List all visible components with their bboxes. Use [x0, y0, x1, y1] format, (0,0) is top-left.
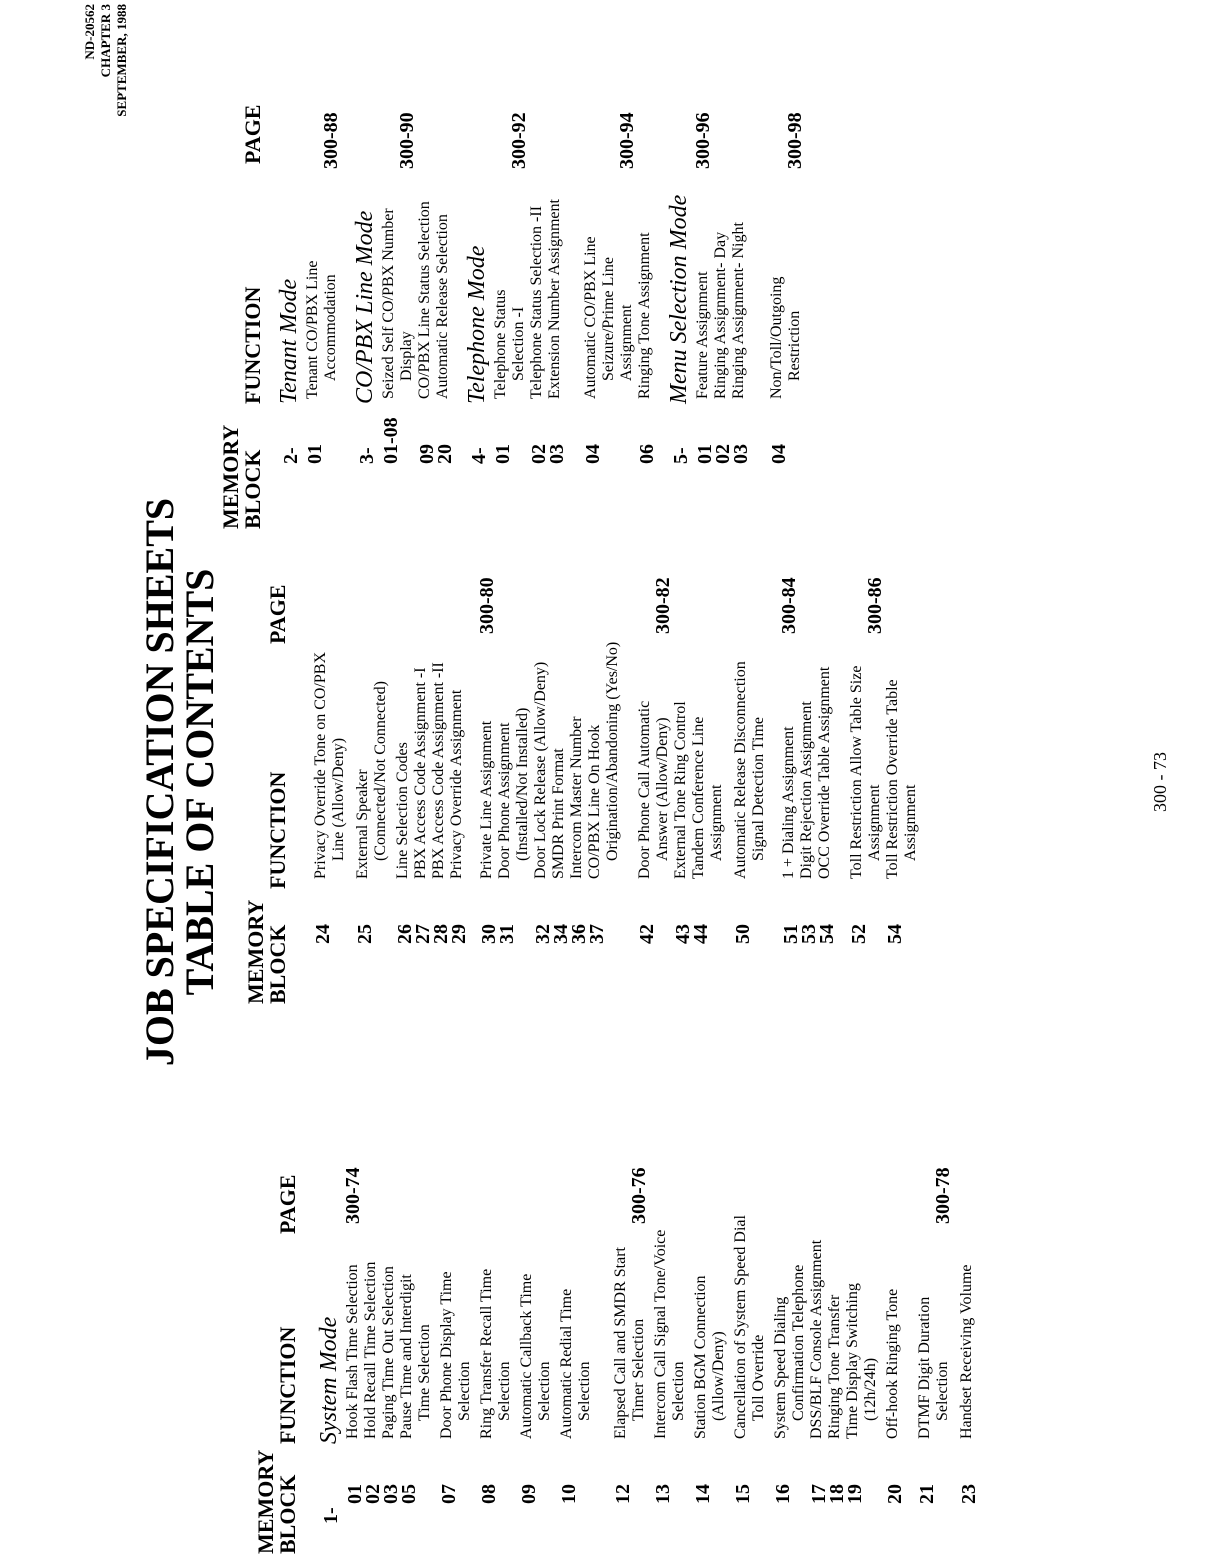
col2-memory-block: 31 — [496, 924, 518, 944]
col1-function-line: Ring Transfer Recall Time — [478, 1268, 495, 1439]
col1-function-line: System Speed Dialing — [772, 1296, 789, 1439]
col1-memory-block: 14 — [692, 1484, 714, 1504]
col2-memory-block: 54 — [884, 924, 906, 944]
col2-function-line: PBX Access Code Assignment -II — [430, 662, 447, 879]
col3-function-line: Telephone Status Selection -II — [528, 205, 545, 399]
col3-memory-block: 09 — [416, 444, 438, 464]
col1-function-line: Cancellation of System Speed Dial — [732, 1215, 749, 1439]
col2-memory-block: 37 — [586, 924, 608, 944]
col3-function-line: Ringing Tone Assignment — [636, 232, 653, 399]
col2-memory-block: 36 — [568, 924, 590, 944]
col2-function-line: 1 + Dialing Assignment — [780, 726, 797, 879]
col1-page: 300-74 — [342, 1167, 364, 1224]
col3-mode-name: CO/PBX Line Mode — [352, 210, 378, 404]
page-header: PAGE — [275, 1174, 300, 1234]
col2-function-line: Signal Detection Time — [750, 717, 767, 861]
document-header — [82, 4, 130, 134]
col1-memory-block: 08 — [478, 1484, 500, 1504]
col1-function-line: DTMF Digit Duration — [916, 1296, 933, 1439]
function-header: FUNCTION — [265, 771, 290, 889]
page-number: 300 - 73 — [1150, 752, 1170, 812]
col3-page: 300-88 — [320, 112, 342, 169]
col1-function-line: Selection — [670, 1361, 687, 1421]
col3-memory-block: 03 — [730, 444, 752, 464]
col2-function-line: Door Phone Call Automatic — [636, 700, 653, 879]
col2-function-line: Assignment — [866, 784, 883, 861]
col1-memory-block: 23 — [958, 1484, 980, 1504]
col3-mode-block: 5- — [670, 447, 692, 464]
col2-function-line: Assignment — [708, 784, 725, 861]
col2-function-line: Answer (Allow/Deny) — [654, 717, 671, 861]
col3-page: 300-98 — [784, 112, 806, 169]
col3-mode-block: 3- — [356, 447, 378, 464]
col3-memory-block: 02 — [528, 444, 550, 464]
col1-function-line: Selection — [496, 1361, 513, 1421]
col2-memory-block: 25 — [354, 924, 376, 944]
col3-page: 300-90 — [396, 112, 418, 169]
col1-function-line: Station BGM Connection — [692, 1275, 709, 1439]
col3-function-line: Automatic Release Selection — [434, 214, 451, 399]
col3-function-line: Seizure/Prime Line — [600, 257, 617, 381]
col2-memory-block: 24 — [312, 924, 334, 944]
col2-memory-block: 53 — [798, 924, 820, 944]
col3-memory-block: 01 — [492, 444, 514, 464]
col1-function-line: Pause Time and Interdigit — [398, 1274, 415, 1439]
col1-memory-block: 10 — [558, 1484, 580, 1504]
col2-function-line: SMDR Print Format — [550, 748, 567, 879]
col3-memory-block: 01-08 — [380, 417, 402, 464]
col2-function-line: Tandem Conference Line — [690, 716, 707, 879]
col3-page: 300-96 — [692, 112, 714, 169]
doc-number: ND-20562 — [82, 4, 97, 60]
col2-memory-block: 50 — [732, 924, 754, 944]
col1-function-line: Automatic Callback Time — [518, 1273, 535, 1439]
col2-function-line: Digit Rejection Assignment — [798, 701, 815, 879]
col2-memory-block: 42 — [636, 924, 658, 944]
col2-page: 300-84 — [778, 577, 800, 634]
col1-function-line: Handset Receiving Volume — [958, 1264, 975, 1439]
col3-memory-block: 06 — [636, 444, 658, 464]
col3-function-line: Display — [398, 331, 415, 381]
col3-memory-block: 01 — [304, 444, 326, 464]
col2-memory-block: 28 — [430, 924, 452, 944]
col2-page: 300-86 — [864, 577, 886, 634]
col2-function-line: Line Selection Codes — [394, 742, 411, 879]
col1-function-line: Intercom Call Signal Tone/Voice — [652, 1229, 669, 1439]
page-title — [137, 0, 222, 1564]
col2-memory-block: 51 — [780, 924, 802, 944]
col1-function-line: Selection — [456, 1361, 473, 1421]
col1-memory-block: 05 — [398, 1484, 420, 1504]
col2-function-line: OCC Override Table Assignment — [816, 666, 833, 879]
col3-function-line: CO/PBX Line Status Selection — [416, 201, 433, 399]
col1-function-line: Selection — [934, 1361, 951, 1421]
col1-function-line: Automatic Redial Time — [558, 1288, 575, 1439]
memory-block-header: MEMORY BLOCK — [218, 424, 265, 529]
col2-function-line: Privacy Override Tone on CO/PBX — [312, 652, 329, 879]
col2-page: 300-82 — [652, 577, 674, 634]
date: SEPTEMBER, 1988 — [114, 4, 129, 117]
col1-function-line: Selection — [576, 1361, 593, 1421]
col3-function-line: Non/Toll/Outgoing — [768, 276, 785, 399]
col1-function-line: DSS/BLF Console Assignment — [808, 1239, 825, 1439]
col2-function-line: Assignment — [902, 784, 919, 861]
col2-function-line: CO/PBX Line On Hook — [586, 724, 603, 879]
function-header: FUNCTION — [240, 286, 265, 404]
col2-memory-block: 34 — [550, 924, 572, 944]
col2-memory-block: 32 — [532, 924, 554, 944]
page-header: PAGE — [240, 104, 265, 164]
col1-memory-block: 12 — [612, 1484, 634, 1504]
col2-function-line: Line (Allow/Deny) — [330, 737, 347, 861]
col2-function-line: PBX Access Code Assignment -I — [412, 667, 429, 879]
col1-memory-block: 18 — [826, 1484, 848, 1504]
col1-memory-block: 20 — [884, 1484, 906, 1504]
col2-memory-block: 27 — [412, 924, 434, 944]
col1-function-line: Hook Flash Time Selection — [344, 1264, 361, 1439]
col2-memory-block: 54 — [816, 924, 838, 944]
col3-function-line: Restriction — [786, 310, 803, 381]
col2-memory-block: 26 — [394, 924, 416, 944]
col1-memory-block: 07 — [438, 1484, 460, 1504]
col3-memory-block: 04 — [582, 444, 604, 464]
col1-function-line: Elapsed Call and SMDR Start — [612, 1247, 629, 1439]
col1-function-line: Toll Override — [750, 1334, 767, 1421]
col1-memory-block: 03 — [380, 1484, 402, 1504]
chapter: CHAPTER 3 — [98, 4, 113, 78]
col3-memory-block: 02 — [712, 444, 734, 464]
col2-memory-block: 30 — [478, 924, 500, 944]
col3-mode-name: Tenant Mode — [276, 278, 302, 404]
col1-memory-block: 19 — [844, 1484, 866, 1504]
col2-function-line: External Speaker — [354, 769, 371, 879]
col2-function-line: Toll Restriction Override Table — [884, 679, 901, 879]
col3-memory-block: 04 — [768, 444, 790, 464]
col3-memory-block: 20 — [434, 444, 456, 464]
col2-memory-block: 43 — [672, 924, 694, 944]
col1-memory-block: 09 — [518, 1484, 540, 1504]
col1-function-line: Door Phone Display Time — [438, 1271, 455, 1439]
col1-function-line: Time Display Switching — [844, 1283, 861, 1439]
col1-function-line: Selection — [536, 1361, 553, 1421]
col3-page: 300-94 — [616, 112, 638, 169]
col2-function-line: Private Line Assignment — [478, 720, 495, 879]
col1-function-line: (12h/24h) — [862, 1357, 879, 1421]
col1-memory-block: 17 — [808, 1484, 830, 1504]
col3-mode-name: Telephone Mode — [464, 245, 490, 404]
memory-block-header: MEMORY BLOCK — [253, 1449, 300, 1554]
col1-function-line: Hold Recall Time Selection — [362, 1261, 379, 1439]
col3-mode-block: 4- — [468, 447, 490, 464]
col3-memory-block: 01 — [694, 444, 716, 464]
col3-mode-name: Menu Selection Mode — [666, 194, 692, 404]
col2-function-line: Toll Restriction Allow Table Size — [848, 665, 865, 879]
col1-mode-name: System Mode — [316, 1316, 342, 1444]
col3-function-line: Ringing Assignment- Night — [730, 222, 747, 399]
col2-function-line: Privacy Override Assignment — [448, 689, 465, 879]
function-header: FUNCTION — [275, 1326, 300, 1444]
col1-memory-block: 02 — [362, 1484, 384, 1504]
col3-function-line: Extension Number Assignment — [546, 199, 563, 399]
col1-function-line: Off-hook Ringing Tone — [884, 1288, 901, 1439]
col1-function-line: Time Selection — [416, 1324, 433, 1421]
col2-memory-block: 29 — [448, 924, 470, 944]
col2-function-line: Origination/Abandoning (Yes/No) — [604, 641, 621, 861]
col3-memory-block: 03 — [546, 444, 568, 464]
col3-page: 300-92 — [508, 112, 530, 169]
col1-page: 300-76 — [628, 1167, 650, 1224]
col1-function-line: Ringing Tone Transfer — [826, 1294, 843, 1439]
page-header: PAGE — [265, 584, 290, 644]
col1-page: 300-78 — [932, 1167, 954, 1224]
title-line-2: TABLE OF CONTENTS — [177, 568, 222, 996]
col3-function-line: Feature Assignment — [694, 271, 711, 399]
col2-function-line: Door Lock Release (Allow/Deny) — [532, 661, 549, 879]
col2-page: 300-80 — [476, 577, 498, 634]
col2-function-line: Door Phone Assignment — [496, 722, 513, 879]
col3-function-line: Tenant CO/PBX Line — [304, 260, 321, 399]
title-line-1: JOB SPECIFICATION SHEETS — [137, 497, 182, 1067]
col2-memory-block: 44 — [690, 924, 712, 944]
col2-function-line: External Tone Ring Control — [672, 701, 689, 879]
col2-memory-block: 52 — [848, 924, 870, 944]
col1-memory-block: 01 — [344, 1484, 366, 1504]
col2-function-line: (Connected/Not Connected) — [372, 681, 389, 861]
col3-mode-block: 2- — [280, 447, 302, 464]
col1-memory-block: 21 — [916, 1484, 938, 1504]
col1-function-line: (Allow/Deny) — [710, 1331, 727, 1421]
col3-function-line: Ringing Assignment- Day — [712, 231, 729, 399]
col2-function-line: (Installed/Not Installed) — [514, 707, 531, 861]
memory-block-header: MEMORY BLOCK — [243, 899, 290, 1004]
col3-function-line: Automatic CO/PBX Line — [582, 236, 599, 399]
col3-function-line: Assignment — [618, 304, 635, 381]
col1-function-line: Paging Time Out Selection — [380, 1266, 397, 1439]
col3-function-line: Accommodation — [322, 274, 339, 381]
col1-memory-block: 16 — [772, 1484, 794, 1504]
col3-function-line: Telephone Status — [492, 289, 509, 399]
col1-memory-block: 13 — [652, 1484, 674, 1504]
col2-function-line: Automatic Release Disconnection — [732, 661, 749, 879]
col3-function-line: Selection -I — [510, 306, 527, 381]
col1-function-line: Confirmation Telephone — [790, 1264, 807, 1421]
col1-function-line: Timer Selection — [630, 1318, 647, 1421]
col3-function-line: Seized Self CO/PBX Number — [380, 208, 397, 399]
col2-function-line: Intercom Master Number — [568, 716, 585, 879]
col1-memory-block: 15 — [732, 1484, 754, 1504]
col1-mode-block: 1- — [320, 1507, 342, 1524]
